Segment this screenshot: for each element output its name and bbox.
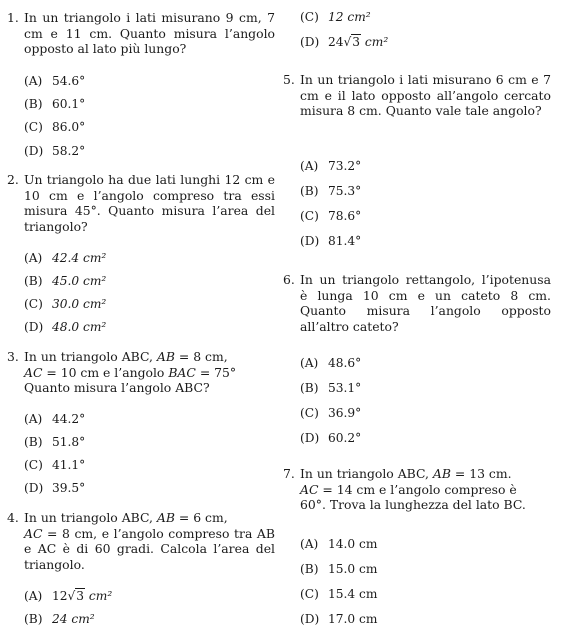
stem-text: In un triangolo ABC, xyxy=(24,349,157,364)
option-label: (A) xyxy=(300,159,319,173)
question-text: In un triangolo rettangolo, l’ipotenusa è lunga 10 cm e un cateto 8 cm. Quanto misura l’angolo opposto all’altro cateto? xyxy=(300,272,551,334)
stem-text: = 10 cm e l’angolo xyxy=(42,364,169,380)
question-1 xyxy=(7,10,275,57)
option-label: (C) xyxy=(300,10,319,24)
option-label: (B) xyxy=(300,381,319,395)
option-a[interactable] xyxy=(24,412,85,426)
stem-text: = 75° xyxy=(195,364,237,380)
stem-line xyxy=(24,510,275,526)
option-label: (D) xyxy=(300,234,320,248)
question-text xyxy=(24,510,275,572)
question-4 xyxy=(7,510,275,572)
option-value: 48.0 cm² xyxy=(52,320,107,334)
option-b[interactable] xyxy=(300,184,361,198)
option-value: 73.2° xyxy=(328,159,362,173)
option-value: 15.0 cm xyxy=(328,562,378,576)
coefficient: 12 xyxy=(52,589,68,603)
option-value: 60.2° xyxy=(328,431,362,445)
question-number: 3. xyxy=(7,349,19,364)
question-text: In un triangolo i lati misurano 9 cm, 7 cm e 11 cm. Quanto misura l’angolo opposto al lato più lungo? xyxy=(24,10,275,56)
question-stem xyxy=(7,10,275,57)
question-stem xyxy=(7,172,275,234)
option-value: 60.1° xyxy=(52,97,86,111)
option-label: (A) xyxy=(24,412,43,426)
coefficient: 24 xyxy=(328,35,344,49)
question-2 xyxy=(7,172,275,234)
option-label: (C) xyxy=(24,297,43,311)
option-b[interactable] xyxy=(24,612,95,626)
square-root xyxy=(344,35,362,49)
question-number: 5. xyxy=(283,72,295,87)
question-6 xyxy=(283,272,551,334)
option-label: (A) xyxy=(24,251,43,265)
option-a[interactable] xyxy=(24,589,112,603)
stem-line xyxy=(300,482,551,498)
option-label: (D) xyxy=(24,144,44,158)
option-label: (C) xyxy=(24,458,43,472)
option-label: (B) xyxy=(24,435,43,449)
question-text xyxy=(300,466,551,513)
math-symbol: AB xyxy=(156,510,175,525)
option-value: 24 cm² xyxy=(52,612,95,626)
math-symbol: AB xyxy=(432,466,451,481)
option-b[interactable] xyxy=(24,97,85,111)
question-stem xyxy=(7,510,275,572)
option-label: (B) xyxy=(300,184,319,198)
question-7 xyxy=(283,466,551,513)
option-value xyxy=(52,589,112,603)
option-label: (D) xyxy=(300,431,320,445)
option-value: 17.0 cm xyxy=(328,612,378,626)
option-value: 51.8° xyxy=(52,435,86,449)
radicand: 3 xyxy=(352,35,361,49)
radical-sign: √ xyxy=(67,589,76,603)
option-d[interactable] xyxy=(300,431,361,445)
option-a[interactable] xyxy=(24,74,85,88)
stem-text: In un triangolo ABC, xyxy=(300,466,433,481)
square-root xyxy=(68,589,86,603)
option-value: 15.4 cm xyxy=(328,587,378,601)
option-label: (A) xyxy=(300,537,319,551)
math-symbol: AC xyxy=(24,525,43,541)
option-value: 81.4° xyxy=(328,234,362,248)
option-c[interactable] xyxy=(24,297,106,311)
stem-text: = 13 cm. xyxy=(450,466,512,481)
option-label: (B) xyxy=(300,562,319,576)
option-label: (D) xyxy=(24,320,44,334)
option-b[interactable] xyxy=(24,435,85,449)
option-label: (D) xyxy=(300,35,320,49)
option-value: 58.2° xyxy=(52,144,86,158)
option-value xyxy=(328,35,388,49)
option-value: 54.6° xyxy=(52,74,86,88)
stem-line xyxy=(300,466,551,482)
question-text: Un triangolo ha due lati lunghi 12 cm e 10 cm e l’angolo compreso tra essi misura 45°. Quanto misura l’area del triangolo? xyxy=(24,172,275,234)
stem-text: In un triangolo ABC, xyxy=(24,510,157,525)
option-label: (C) xyxy=(24,120,43,134)
option-label: (B) xyxy=(24,612,43,626)
option-value: 53.1° xyxy=(328,381,362,395)
option-b[interactable] xyxy=(300,381,361,395)
option-b[interactable] xyxy=(24,274,106,288)
option-c[interactable] xyxy=(24,120,85,134)
question-stem xyxy=(283,466,551,513)
option-value: 30.0 cm² xyxy=(52,297,107,311)
option-label: (C) xyxy=(300,209,319,223)
option-d[interactable] xyxy=(24,144,85,158)
option-d[interactable] xyxy=(300,234,361,248)
option-label: (D) xyxy=(300,612,320,626)
question-stem xyxy=(7,349,275,396)
math-symbol: BAC xyxy=(168,364,196,380)
option-value: 44.2° xyxy=(52,412,86,426)
option-value: 39.5° xyxy=(52,481,86,495)
option-value: 41.1° xyxy=(52,458,86,472)
stem-line xyxy=(24,365,275,381)
stem-text: = 6 cm, xyxy=(174,510,228,525)
question-5 xyxy=(283,72,551,119)
option-label: (D) xyxy=(24,481,44,495)
option-value: 12 cm² xyxy=(328,10,371,24)
option-c[interactable] xyxy=(24,458,85,472)
option-d[interactable] xyxy=(300,612,377,626)
option-label: (B) xyxy=(24,274,43,288)
option-c[interactable] xyxy=(300,406,361,420)
math-symbol: AC xyxy=(300,481,319,497)
option-value: 48.6° xyxy=(328,356,362,370)
stem-line xyxy=(24,526,275,573)
option-value: 75.3° xyxy=(328,184,362,198)
option-label: (A) xyxy=(300,356,319,370)
option-value: 86.0° xyxy=(52,120,86,134)
option-a[interactable] xyxy=(300,159,361,173)
stem-line: Quanto misura l’angolo ABC? xyxy=(24,380,210,395)
question-stem xyxy=(283,272,551,334)
option-d[interactable] xyxy=(24,320,106,334)
option-label: (A) xyxy=(24,74,43,88)
question-number: 1. xyxy=(7,10,19,25)
stem-text: = 14 cm e l’angolo compreso è xyxy=(318,481,517,497)
question-number: 2. xyxy=(7,172,19,187)
option-b[interactable] xyxy=(300,562,377,576)
option-d[interactable] xyxy=(24,481,85,495)
stem-text: = 8 cm, e l’angolo compreso tra AB e AC è di 60 gradi. Calcola l’area del triangolo. xyxy=(24,525,275,572)
option-label: (B) xyxy=(24,97,43,111)
option-value: 78.6° xyxy=(328,209,362,223)
option-c[interactable] xyxy=(300,209,361,223)
option-a[interactable] xyxy=(300,356,361,370)
question-3 xyxy=(7,349,275,396)
radical-sign: √ xyxy=(343,35,352,49)
option-value: 45.0 cm² xyxy=(52,274,107,288)
stem-line: 60°. Trova la lunghezza del lato BC. xyxy=(300,497,526,512)
stem-line xyxy=(24,349,275,365)
question-text: In un triangolo i lati misurano 6 cm e 7 cm e il lato opposto all’angolo cercato misura 8 cm. Quanto vale tale angolo? xyxy=(300,72,551,118)
option-label: (C) xyxy=(300,587,319,601)
option-value: 42.4 cm² xyxy=(52,251,107,265)
option-label: (A) xyxy=(24,589,43,603)
question-number: 6. xyxy=(283,272,295,287)
option-c[interactable] xyxy=(300,10,371,24)
option-value: 14.0 cm xyxy=(328,537,378,551)
option-a[interactable] xyxy=(300,537,377,551)
question-number: 4. xyxy=(7,510,19,525)
option-a[interactable] xyxy=(24,251,106,265)
math-symbol: AB xyxy=(156,349,175,364)
option-label: (C) xyxy=(300,406,319,420)
unit: cm² xyxy=(85,589,113,603)
math-symbol: AC xyxy=(24,364,43,380)
option-d[interactable] xyxy=(300,35,388,49)
option-c[interactable] xyxy=(300,587,377,601)
stem-text: = 8 cm, xyxy=(174,349,228,364)
question-stem xyxy=(283,72,551,119)
unit: cm² xyxy=(361,35,389,49)
option-value: 36.9° xyxy=(328,406,362,420)
question-text xyxy=(24,349,275,396)
radicand: 3 xyxy=(76,589,85,603)
question-number: 7. xyxy=(283,466,295,481)
